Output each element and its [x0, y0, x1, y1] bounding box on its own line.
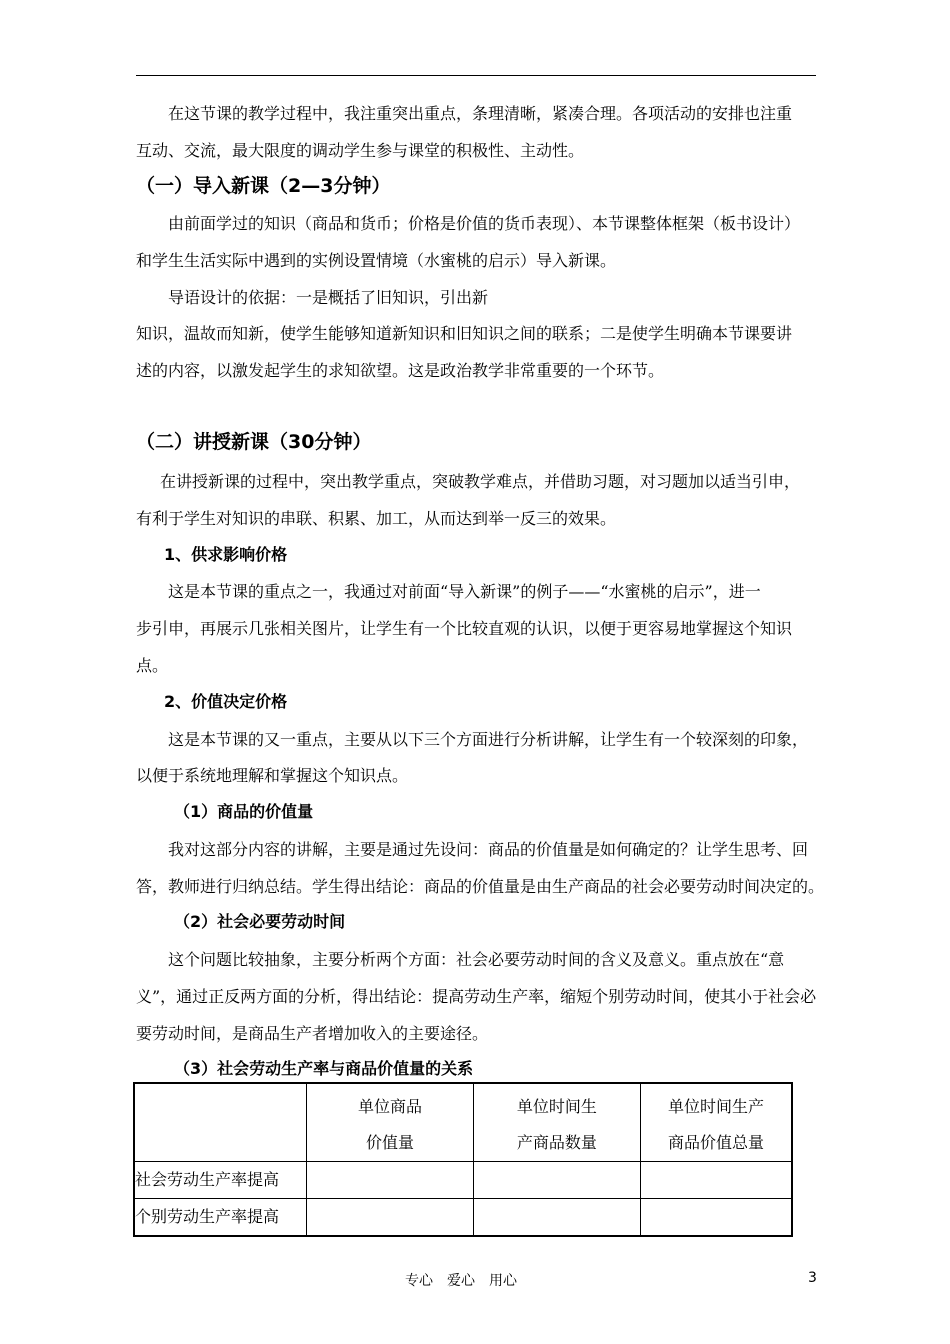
row-label: 社会劳动生产率提高	[134, 1162, 307, 1199]
page-number: 3	[808, 1270, 817, 1286]
intro-line-2: 互动、交流，最大限度的调动学生参与课堂的积极性、主动性。	[136, 141, 585, 160]
subsection-2-line-1: 这是本节课的又一重点，主要从以下三个方面进行分析讲解，让学生有一个较深刻的印象，	[168, 730, 809, 749]
section-1-line-3: 导语设计的依据：一是概括了旧知识，引出新	[168, 288, 489, 307]
header-text: 商品价值总量	[668, 1133, 765, 1152]
section-1-heading: （一）导入新课（2—3分钟）	[136, 175, 391, 197]
section-2-line-1: 在讲授新课的过程中，突出教学重点，突破教学难点，并借助习题，对习题加以适当引申，	[160, 472, 801, 491]
subsection-1-line-3: 点。	[136, 656, 169, 675]
item-1-heading: （1）商品的价值量	[174, 802, 314, 821]
subsection-1-line-2: 步引申，再展示几张相关图片，让学生有一个比较直观的认识，以便于更容易地掌握这个知识	[136, 619, 793, 638]
item-2-line-2: 义”，通过正反两方面的分析，得出结论：提高劳动生产率，缩短个别劳动时间，使其小于社会必	[136, 987, 817, 1006]
table-cell	[473, 1199, 640, 1237]
section-1-line-2: 和学生生活实际中遇到的实例设置情境（水蜜桃的启示）导入新课。	[136, 251, 617, 270]
header-text: 单位商品	[358, 1097, 423, 1116]
subsection-2-line-2: 以便于系统地理解和掌握这个知识点。	[136, 766, 409, 785]
item-2-line-3: 要劳动时间，是商品生产者增加收入的主要途径。	[136, 1024, 489, 1043]
item-1-line-1: 我对这部分内容的讲解，主要是通过先设问：商品的价值量是如何确定的？让学生思考、回	[168, 840, 809, 859]
header-text: 价值量	[366, 1133, 415, 1152]
table-cell	[307, 1162, 473, 1199]
item-2-heading: （2）社会必要劳动时间	[174, 912, 346, 931]
section-2-line-2: 有利于学生对知识的串联、积累、加工，从而达到举一反三的效果。	[136, 509, 617, 528]
table-cell	[473, 1162, 640, 1199]
subsection-1-heading: 1、供求影响价格	[164, 545, 288, 564]
table-row	[134, 1199, 792, 1237]
item-3-heading: （3）社会劳动生产率与商品价值量的关系	[174, 1059, 474, 1078]
row-label: 个别劳动生产率提高	[134, 1199, 307, 1237]
header-text: 单位时间生产	[668, 1097, 765, 1116]
header-text: 产商品数量	[516, 1133, 597, 1152]
header-text: 单位时间生	[516, 1097, 597, 1116]
table-cell	[641, 1162, 792, 1199]
section-1-line-5: 述的内容，以激发起学生的求知欲望。这是政治教学非常重要的一个环节。	[136, 361, 665, 380]
header-rule	[136, 75, 816, 76]
table-header-cell	[473, 1083, 640, 1162]
table-row	[134, 1162, 792, 1199]
footer-motto: 专心 爱心 用心	[405, 1273, 517, 1289]
item-2-line-1: 这个问题比较抽象，主要分析两个方面：社会必要劳动时间的含义及意义。重点放在“意	[168, 950, 785, 969]
table-header-cell	[641, 1083, 792, 1162]
table-cell	[307, 1199, 473, 1237]
section-1-line-1: 由前面学过的知识（商品和货币；价格是价值的货币表现）、本节课整体框架（板书设计）	[168, 214, 801, 233]
subsection-1-line-1: 这是本节课的重点之一，我通过对前面“导入新课”的例子——“水蜜桃的启示”，进一	[168, 582, 761, 601]
relation-table	[133, 1082, 793, 1237]
table-corner-cell	[134, 1083, 307, 1162]
item-1-line-2: 答，教师进行归纳总结。学生得出结论：商品的价值量是由生产商品的社会必要劳动时间决定的。	[136, 877, 825, 896]
section-1-line-4: 知识，温故而知新，使学生能够知道新知识和旧知识之间的联系；二是使学生明确本节课要讲	[136, 324, 793, 343]
intro-line-1: 在这节课的教学过程中，我注重突出重点，条理清晰，紧凑合理。各项活动的安排也注重	[168, 104, 793, 123]
table-header-cell	[307, 1083, 473, 1162]
table-header-row	[134, 1083, 792, 1162]
table-cell	[641, 1199, 792, 1237]
section-2-heading: （二）讲授新课（30分钟）	[136, 431, 372, 453]
subsection-2-heading: 2、价值决定价格	[164, 692, 288, 711]
